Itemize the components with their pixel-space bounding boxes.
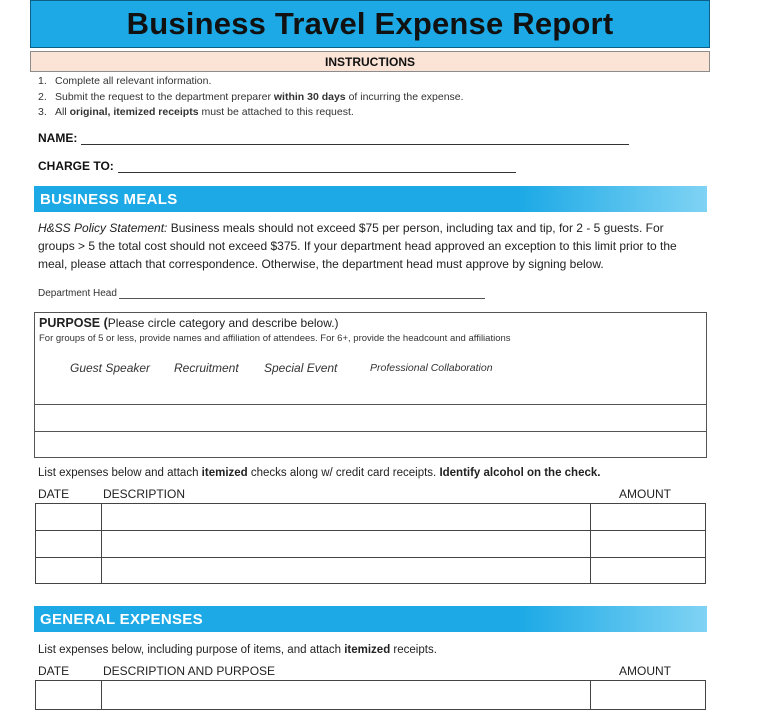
purpose-heading (39, 316, 339, 330)
instructions-header: INSTRUCTIONS (30, 51, 710, 72)
policy-label: H&SS Policy Statement: (38, 221, 168, 235)
charge-to-input-line[interactable] (118, 162, 516, 173)
table-row (36, 530, 705, 531)
policy-statement (38, 219, 700, 273)
meals-list-note: List expenses below and attach itemized checks along w/ credit card receipts. Identify alcohol on the check. (38, 467, 601, 479)
instruction-item-1: 1. Complete all relevant information. (38, 75, 212, 87)
category-guest-speaker[interactable]: Guest Speaker (70, 361, 151, 375)
category-professional-collaboration[interactable]: Professional Collaboration (370, 362, 493, 374)
purpose-hint: Please circle category and describe below.) (107, 316, 339, 330)
purpose-subtext: For groups of 5 or less, provide names and affiliation of attendees. For 6+, provide the headcount and affiliations (39, 333, 511, 344)
name-input-line[interactable] (81, 134, 629, 145)
name-label: NAME: (38, 131, 78, 145)
general-amount-column-header: AMOUNT (619, 664, 671, 678)
department-head-signature-line[interactable] (119, 290, 485, 299)
instructions-list (38, 74, 464, 121)
charge-to-label: CHARGE TO: (38, 159, 114, 173)
meals-description-column-header: DESCRIPTION (103, 487, 186, 501)
purpose-line-2[interactable] (35, 431, 706, 432)
general-description-column-header: DESCRIPTION AND PURPOSE (103, 664, 276, 678)
business-meals-header: BUSINESS MEALS (34, 186, 707, 212)
meals-expense-table[interactable] (35, 503, 706, 584)
category-recruitment[interactable]: Recruitment (174, 361, 239, 375)
meals-amount-column-header: AMOUNT (619, 487, 671, 501)
policy-text: Business meals should not exceed $75 per person, including tax and tip, for 2 - 5 guests. For groups > 5 the total cost should not exceed $375. If your department head approved an exception to this limit prior to the meal, please attach that correspondence. Otherwise, the department head must approve by signing below. (38, 221, 677, 271)
category-special-event[interactable]: Special Event (264, 361, 338, 375)
meals-date-column-header: DATE (38, 487, 70, 501)
department-head-label: Department Head (38, 288, 117, 299)
name-field (38, 131, 629, 145)
instruction-item-3: 3. All original, itemized receipts must be attached to this request. (38, 106, 354, 118)
purpose-label: PURPOSE ( (39, 316, 108, 330)
table-row (36, 557, 705, 558)
report-title: Business Travel Expense Report (126, 6, 614, 41)
general-list-note: List expenses below, including purpose of items, and attach itemized receipts. (38, 644, 437, 656)
purpose-box (34, 312, 707, 458)
purpose-line-1[interactable] (35, 404, 706, 405)
general-expenses-header: GENERAL EXPENSES (34, 606, 707, 632)
general-expense-table[interactable] (35, 680, 706, 710)
general-date-column-header: DATE (38, 664, 70, 678)
charge-to-field (38, 159, 516, 173)
report-title-banner (30, 0, 710, 48)
instruction-item-2: 2. Submit the request to the department preparer within 30 days of incurring the expense. (38, 90, 464, 103)
department-head-signature (38, 288, 485, 299)
